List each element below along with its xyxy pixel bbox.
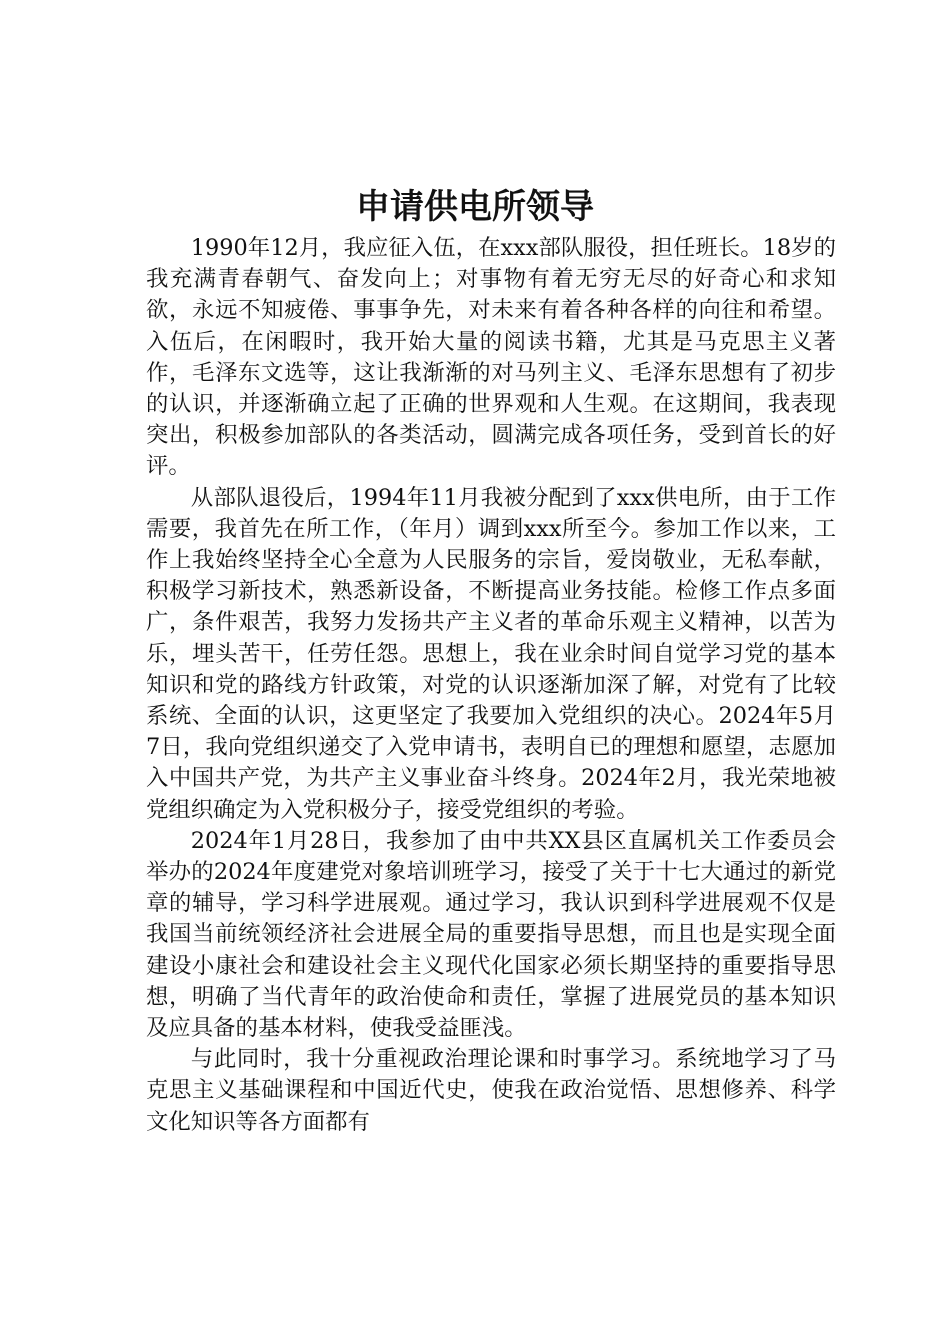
paragraph-study: 与此同时，我十分重视政治理论课和时事学习。系统地学习了马克思主义基础课程和中国近代史，使我在政治觉悟、思想修养、科学文化知识等各方面都有 [146,1046,836,1135]
document-body [146,233,836,1138]
paragraph-training: 2024年1月28日，我参加了由中共XX县区直属机关工作委员会举办的2024年度建党对象培训班学习，接受了关于十七大通过的新党章的辅导，学习科学进展观。通过学习，我认识到科学进展观不仅是我国当前统领经济社会进展全局的重要指导思想，而且也是实现全面建设小康社会和建设社会主义现代化国家必须长期坚持的重要指导思想，明确了当代青年的政治使命和责任，掌握了进展党员的基本知识及应具备的基本材料，使我受益匪浅。 [146,827,836,1042]
paragraph-work-experience: 从部队退役后，1994年11月我被分配到了xxx供电所，由于工作需要，我首先在所工作，（年月）调到xxx所至今。参加工作以来，工作上我始终坚持全心全意为人民服务的宗旨，爱岗敬业，无私奉献，积极学习新技术，熟悉新设备，不断提高业务技能。检修工作点多面广，条件艰苦，我努力发扬共产主义者的革命乐观主义精神，以苦为乐，埋头苦干，任劳任怨。思想上，我在业余时间自觉学习党的基本知识和党的路线方针政策，对党的认识逐渐加深了解，对党有了比较系统、全面的认识，这更坚定了我要加入党组织的决心。2024年5月7日，我向党组织递交了入党申请书，表明自已的理想和愿望，志愿加入中国共产党，为共产主义事业奋斗终身。2024年2月，我光荣地被党组织确定为入党积极分子，接受党组织的考验。 [146,484,836,823]
document-title: 申请供电所领导 [356,187,594,227]
paragraph-enlistment: 1990年12月，我应征入伍，在xxx部队服役，担任班长。18岁的我充满青春朝气、奋发向上；对事物有着无穷无尽的好奇心和求知欲，永远不知疲倦、事事争先，对未来有着各种各样的向往和希望。入伍后，在闲暇时，我开始大量的阅读书籍，尤其是马克思主义著作，毛泽东文选等，这让我渐渐的对马列主义、毛泽东思想有了初步的认识，并逐渐确立起了正确的世界观和人生观。在这期间，我表现突出，积极参加部队的各类活动，圆满完成各项任务，受到首长的好评。 [146,235,836,480]
